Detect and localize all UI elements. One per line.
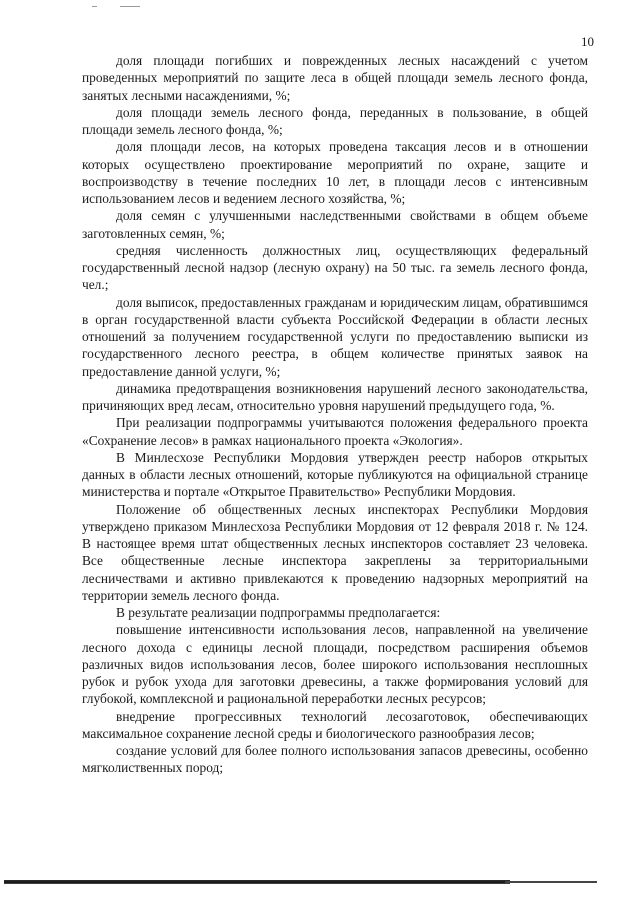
- paragraph: доля площади земель лесного фонда, переданных в пользование, в общей площади земель лесного фонда, %;: [82, 104, 588, 137]
- paragraph: доля семян с улучшенными наследственными свойствами в общем объеме заготовленных семян, %;: [82, 208, 588, 241]
- page-number: 10: [581, 34, 594, 49]
- paragraph: доля площади лесов, на которых проведена таксация лесов и в отношении которых осуществлено проектирование мероприятий по охране, защите и воспроизводству в течение последних 10 лет, в площади лесов с интенсивным использованием лесов и ведением лесного хозяйства, %;: [82, 139, 588, 206]
- paragraph: динамика предотвращения возникновения нарушений лесного законодательства, причиняющих вред лесам, относительно уровня нарушений предыдущего года, %.: [82, 380, 588, 413]
- paragraph: При реализации подпрограммы учитываются положения федерального проекта «Сохранение лесов» в рамках национального проекта «Экология».: [82, 415, 588, 448]
- paragraph: средняя численность должностных лиц, осуществляющих федеральный государственный лесной надзор (лесную охрану) на 50 тыс. га земель лесного фонда, чел.;: [82, 242, 588, 293]
- scan-mark-right: [120, 6, 140, 7]
- bottom-scan-edge: [4, 880, 510, 884]
- document-body: [82, 52, 588, 777]
- paragraph: Положение об общественных лесных инспекторах Республики Мордовия утверждено приказом Минлесхоза Республики Мордовия от 12 февраля 2018 г. № 124. В настоящее время штат общественных лесных инспекторов составляет 23 человека. Все общественные лесные инспектора закреплены за территориальными лесничествами и активно привлекаются к проведению надзорных мероприятий на территории земель лесного фонда.: [82, 501, 588, 603]
- paragraph: повышение интенсивности использования лесов, направленной на увеличение лесного дохода с единицы лесной площади, посредством расширения объемов различных видов использования лесов, более широкого использования несплошных рубок и рубок ухода для заготовки древесины, а также формирования условий для глубокой, комплексной и рациональной переработки лесных ресурсов;: [82, 622, 588, 707]
- paragraph: внедрение прогрессивных технологий лесозаготовок, обеспечивающих максимальное сохранение лесной среды и биологического разнообразия лесов;: [82, 708, 588, 741]
- paragraph: В Минлесхозе Республики Мордовия утвержден реестр наборов открытых данных в области лесных отношений, которые публикуются на официальной странице министерства и портале «Открытое Правительство» Республики Мордовия.: [82, 449, 588, 500]
- paragraph: В результате реализации подпрограммы предполагается:: [116, 605, 441, 620]
- scan-mark-left: [92, 6, 97, 7]
- paragraph: доля выписок, предоставленных гражданам и юридическим лицам, обратившимся в орган государственной власти субъекта Российской Федерации в области лесных отношений за получением государственной услуги по предоставлению выписки из государственного лесного реестра, в общем количестве принятых заявок на предоставление данной услуги, %;: [82, 294, 588, 379]
- bottom-scan-edge-tail: [505, 881, 597, 883]
- paragraph: доля площади погибших и поврежденных лесных насаждений с учетом проведенных мероприятий по защите леса в общей площади земель лесного фонда, занятых лесными насаждениями, %;: [82, 53, 588, 103]
- paragraph: создание условий для более полного использования запасов древесины, особенно мягколиственных пород;: [82, 743, 588, 776]
